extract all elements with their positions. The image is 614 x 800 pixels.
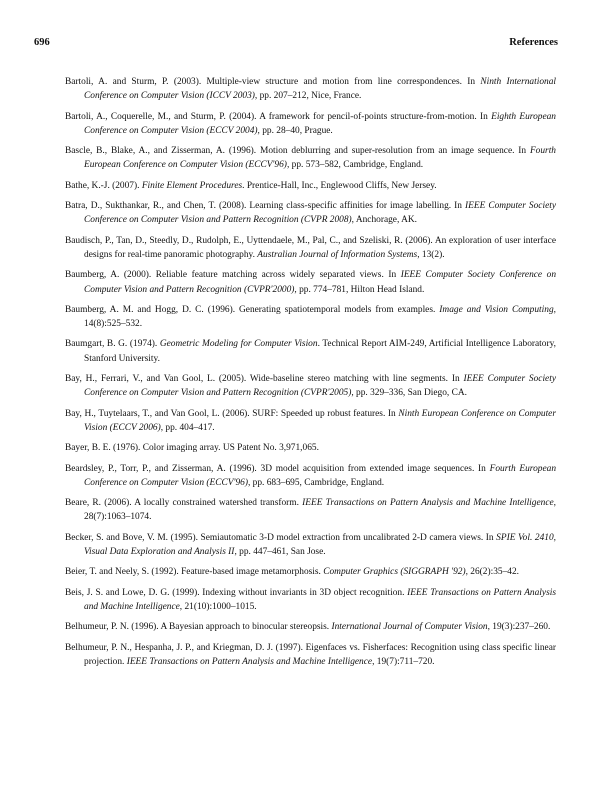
reference-venue-italic: International Journal of Computer Vision xyxy=(331,622,488,633)
reference-text: , pp. 447–461, San Jose. xyxy=(234,547,326,558)
reference-text: Baumgart, B. G. (1974). xyxy=(65,339,160,350)
reference-text: , pp. 683–695, Cambridge, England. xyxy=(247,477,385,488)
reference-text: , pp. 573–582, Cambridge, England. xyxy=(286,160,424,171)
reference-text: , 28(7):1063–1074. xyxy=(84,498,556,523)
reference-venue-italic: Fourth European Conference on Computer Vision (ECCV'96) xyxy=(84,146,556,171)
reference-text: Baumberg, A. M. and Hogg, D. C. (1996). Generating spatiotemporal models from examples. xyxy=(65,304,440,315)
reference-venue-italic: Fourth European Conference on Computer Vision (ECCV'96) xyxy=(84,463,557,488)
reference-text: Beis, J. S. and Lowe, D. G. (1999). Indexing without invariants in 3D object recognition. xyxy=(65,587,408,598)
reference-entry xyxy=(65,496,556,525)
reference-text: Beardsley, P., Torr, P., and Zisserman, A. (1996). 3D model acquisition from extended image sequences. In xyxy=(65,463,490,474)
page-number: 696 xyxy=(34,37,50,48)
reference-venue-italic: Geometric Modeling for Computer Vision xyxy=(159,339,318,350)
reference-venue-italic: IEEE Transactions on Pattern Analysis and Machine Intelligence xyxy=(302,498,554,509)
reference-text: Bascle, B., Blake, A., and Zisserman, A. (1996). Motion deblurring and super-resolution from an image sequence. In xyxy=(65,146,530,157)
reference-venue-italic: Computer Graphics (SIGGRAPH '92) xyxy=(323,567,466,578)
reference-text: Bay, H., Tuytelaars, T., and Van Gool, L. (2006). SURF: Speeded up robust features. In xyxy=(65,408,399,419)
reference-venue-italic: Eighth European Conference on Computer Vision (ECCV 2004) xyxy=(84,111,556,136)
reference-text: Beare, R. (2006). A locally constrained watershed transform. xyxy=(65,498,303,509)
reference-text: , pp. 207–212, Nice, France. xyxy=(254,91,362,102)
reference-venue-italic: Finite Element Procedures xyxy=(141,180,243,191)
reference-venue-italic: IEEE Computer Society Conference on Computer Vision and Pattern Recognition (CVPR 2008) xyxy=(84,201,556,226)
reference-entry xyxy=(65,620,556,634)
reference-text: , 14(8):525–532. xyxy=(84,304,556,330)
reference-text: Bartoli, A. and Sturm, P. (2003). Multiple-view structure and motion from line correspondences. In xyxy=(65,77,481,87)
reference-venue-italic: IEEE Computer Society Conference on Computer Vision and Pattern Recognition (CVPR'2000) xyxy=(84,270,557,295)
reference-entry xyxy=(65,268,556,297)
reference-entry xyxy=(65,75,556,104)
reference-text: Baudisch, P., Tan, D., Steedly, D., Rudolph, E., Uyttendaele, M., Pal, C., and Szeliski, R. (2006). An exploration of user interface designs for real-time panoramic photography. xyxy=(65,235,556,260)
reference-text: . Technical Report AIM-249, Artificial Intelligence Laboratory, Stanford University. xyxy=(84,339,556,364)
running-section-title: References xyxy=(509,37,558,48)
reference-entry xyxy=(65,144,556,173)
reference-entry xyxy=(65,179,556,193)
reference-text: , 13(2). xyxy=(417,249,445,260)
reference-entry xyxy=(65,199,556,228)
reference-entry xyxy=(65,234,556,263)
reference-text: Belhumeur, P. N. (1996). A Bayesian approach to binocular stereopsis. xyxy=(65,622,332,633)
reference-text: Baumberg, A. (2000). Reliable feature matching across widely separated views. In xyxy=(65,270,401,281)
reference-entry xyxy=(65,441,556,455)
reference-text: , 26(2):35–42. xyxy=(465,567,519,578)
reference-text: , Anchorage, AK. xyxy=(351,215,418,226)
reference-text: Beier, T. and Neely, S. (1992). Feature-based image metamorphosis. xyxy=(65,567,324,578)
reference-venue-italic: IEEE Transactions on Pattern Analysis and Machine Intelligence xyxy=(126,656,373,667)
reference-text: , pp. 774–781, Hilton Head Island. xyxy=(294,284,425,295)
reference-entry xyxy=(65,407,556,436)
reference-venue-italic: IEEE Computer Society Conference on Computer Vision and Pattern Recognition (CVPR'2005) xyxy=(84,374,556,399)
reference-text: , pp. 404–417. xyxy=(160,422,215,433)
reference-entry xyxy=(65,586,556,615)
reference-text: Bathe, K.-J. (2007). xyxy=(65,180,142,191)
reference-text: Bay, H., Ferrari, V., and Van Gool, L. (2005). Wide-baseline stereo matching with line segments. In xyxy=(65,374,464,385)
reference-entry xyxy=(65,110,556,139)
reference-text: , 21(10):1000–1015. xyxy=(179,601,257,612)
reference-entry xyxy=(65,372,556,401)
reference-venue-italic: Ninth European Conference on Computer Vision (ECCV 2006) xyxy=(84,408,556,433)
reference-venue-italic: SPIE Vol. 2410, Visual Data Exploration and Analysis II xyxy=(84,532,556,558)
reference-list xyxy=(65,75,556,675)
reference-venue-italic: Australian Journal of Information Systems xyxy=(257,249,418,260)
reference-text: , pp. 28–40, Prague. xyxy=(257,125,333,136)
reference-entry xyxy=(65,337,556,366)
reference-venue-italic: Ninth International Conference on Computer Vision (ICCV 2003) xyxy=(84,77,556,102)
reference-text: , 19(7):711–720. xyxy=(372,656,435,667)
reference-entry xyxy=(65,462,556,491)
reference-venue-italic: Image and Vision Computing xyxy=(439,304,554,315)
reference-text: Belhumeur, P. N., Hespanha, J. P., and Kriegman, D. J. (1997). Eigenfaces vs. Fisherfaces: Recognition using class specific linear projection. xyxy=(65,642,556,667)
reference-venue-italic: IEEE Transactions on Pattern Analysis and Machine Intelligence xyxy=(84,587,556,612)
reference-entry xyxy=(65,303,556,332)
reference-text: Batra, D., Sukthankar, R., and Chen, T. (2008). Learning class-specific affinities for image labelling. In xyxy=(65,201,466,212)
reference-text: Becker, S. and Bove, V. M. (1995). Semiautomatic 3-D model extraction from uncalibrated 2-D camera views. In xyxy=(65,532,497,543)
reference-text: . Prentice-Hall, Inc., Englewood Cliffs, New Jersey. xyxy=(242,180,437,191)
reference-text: Bayer, B. E. (1976). Color imaging array. US Patent No. 3,971,065. xyxy=(65,443,319,454)
reference-text: Bartoli, A., Coquerelle, M., and Sturm, P. (2004). A framework for pencil-of-points structure-from-motion. In xyxy=(65,111,492,122)
reference-entry xyxy=(65,531,556,560)
reference-entry xyxy=(65,565,556,579)
reference-text: , pp. 329–336, San Diego, CA. xyxy=(351,388,467,399)
reference-text: , 19(3):237–260. xyxy=(487,622,551,633)
reference-entry xyxy=(65,641,556,670)
